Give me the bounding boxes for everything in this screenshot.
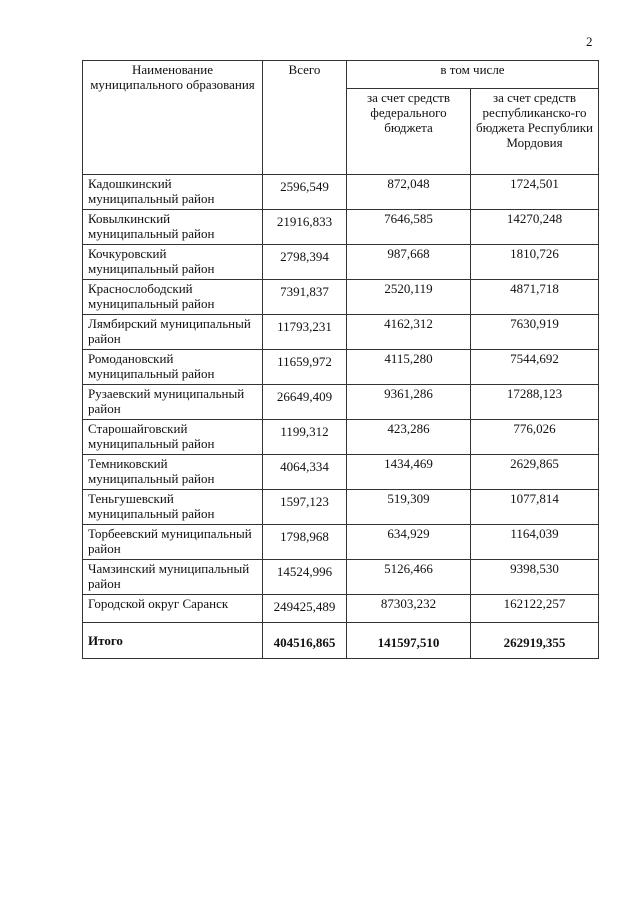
table-row xyxy=(83,245,599,280)
cell-total: 1597,123 xyxy=(263,490,347,525)
cell-name: Темниковский муниципальный район xyxy=(83,455,263,490)
cell-federal: 87303,232 xyxy=(347,595,471,623)
table-row xyxy=(83,315,599,350)
cell-name: Торбеевский муниципальный район xyxy=(83,525,263,560)
table-row xyxy=(83,280,599,315)
table-row xyxy=(83,420,599,455)
total-sum: 404516,865 xyxy=(263,623,347,659)
cell-republic: 1077,814 xyxy=(471,490,599,525)
cell-total: 1199,312 xyxy=(263,420,347,455)
cell-federal: 423,286 xyxy=(347,420,471,455)
cell-total: 7391,837 xyxy=(263,280,347,315)
header-republic: за счет средств республиканско-го бюджета Республики Мордовия xyxy=(471,89,599,175)
cell-total: 2798,394 xyxy=(263,245,347,280)
cell-federal: 634,929 xyxy=(347,525,471,560)
table-row xyxy=(83,350,599,385)
cell-republic: 162122,257 xyxy=(471,595,599,623)
cell-republic: 9398,530 xyxy=(471,560,599,595)
cell-total: 2596,549 xyxy=(263,175,347,210)
page-number: 2 xyxy=(586,34,593,49)
cell-republic: 1164,039 xyxy=(471,525,599,560)
total-federal: 141597,510 xyxy=(347,623,471,659)
cell-federal: 1434,469 xyxy=(347,455,471,490)
table-row xyxy=(83,490,599,525)
cell-name: Рузаевский муниципальный район xyxy=(83,385,263,420)
cell-name: Теньгушевский муниципальный район xyxy=(83,490,263,525)
total-row xyxy=(83,623,599,659)
cell-name: Городской округ Саранск xyxy=(83,595,263,623)
header-including: в том числе xyxy=(347,61,599,89)
table-row xyxy=(83,595,599,623)
cell-republic: 2629,865 xyxy=(471,455,599,490)
header-total: Всего xyxy=(263,61,347,175)
cell-federal: 7646,585 xyxy=(347,210,471,245)
cell-republic: 1810,726 xyxy=(471,245,599,280)
header-federal: за счет средств федерального бюджета xyxy=(347,89,471,175)
cell-federal: 519,309 xyxy=(347,490,471,525)
cell-federal: 2520,119 xyxy=(347,280,471,315)
cell-name: Краснослободский муниципальный район xyxy=(83,280,263,315)
cell-federal: 987,668 xyxy=(347,245,471,280)
cell-total: 249425,489 xyxy=(263,595,347,623)
cell-republic: 7630,919 xyxy=(471,315,599,350)
cell-total: 1798,968 xyxy=(263,525,347,560)
budget-table xyxy=(82,60,599,659)
cell-total: 4064,334 xyxy=(263,455,347,490)
cell-name: Ромодановский муниципальный район xyxy=(83,350,263,385)
cell-name: Кочкуровский муниципальный район xyxy=(83,245,263,280)
table-row xyxy=(83,175,599,210)
table-row xyxy=(83,525,599,560)
cell-total: 21916,833 xyxy=(263,210,347,245)
cell-republic: 14270,248 xyxy=(471,210,599,245)
total-label: Итого xyxy=(83,623,263,659)
cell-total: 11793,231 xyxy=(263,315,347,350)
cell-republic: 7544,692 xyxy=(471,350,599,385)
cell-republic: 17288,123 xyxy=(471,385,599,420)
cell-republic: 4871,718 xyxy=(471,280,599,315)
table-row xyxy=(83,385,599,420)
table-row xyxy=(83,210,599,245)
cell-federal: 5126,466 xyxy=(347,560,471,595)
cell-name: Старошайговский муниципальный район xyxy=(83,420,263,455)
table-row xyxy=(83,455,599,490)
cell-federal: 9361,286 xyxy=(347,385,471,420)
cell-federal: 872,048 xyxy=(347,175,471,210)
cell-republic: 776,026 xyxy=(471,420,599,455)
cell-total: 26649,409 xyxy=(263,385,347,420)
cell-name: Кадошкинский муниципальный район xyxy=(83,175,263,210)
table-row xyxy=(83,560,599,595)
header-name: Наименование муниципального образования xyxy=(83,61,263,175)
cell-total: 14524,996 xyxy=(263,560,347,595)
cell-name: Чамзинский муниципальный район xyxy=(83,560,263,595)
cell-federal: 4115,280 xyxy=(347,350,471,385)
cell-name: Ковылкинский муниципальный район xyxy=(83,210,263,245)
cell-name: Лямбирский муниципальный район xyxy=(83,315,263,350)
cell-total: 11659,972 xyxy=(263,350,347,385)
cell-republic: 1724,501 xyxy=(471,175,599,210)
cell-federal: 4162,312 xyxy=(347,315,471,350)
total-republic: 262919,355 xyxy=(471,623,599,659)
